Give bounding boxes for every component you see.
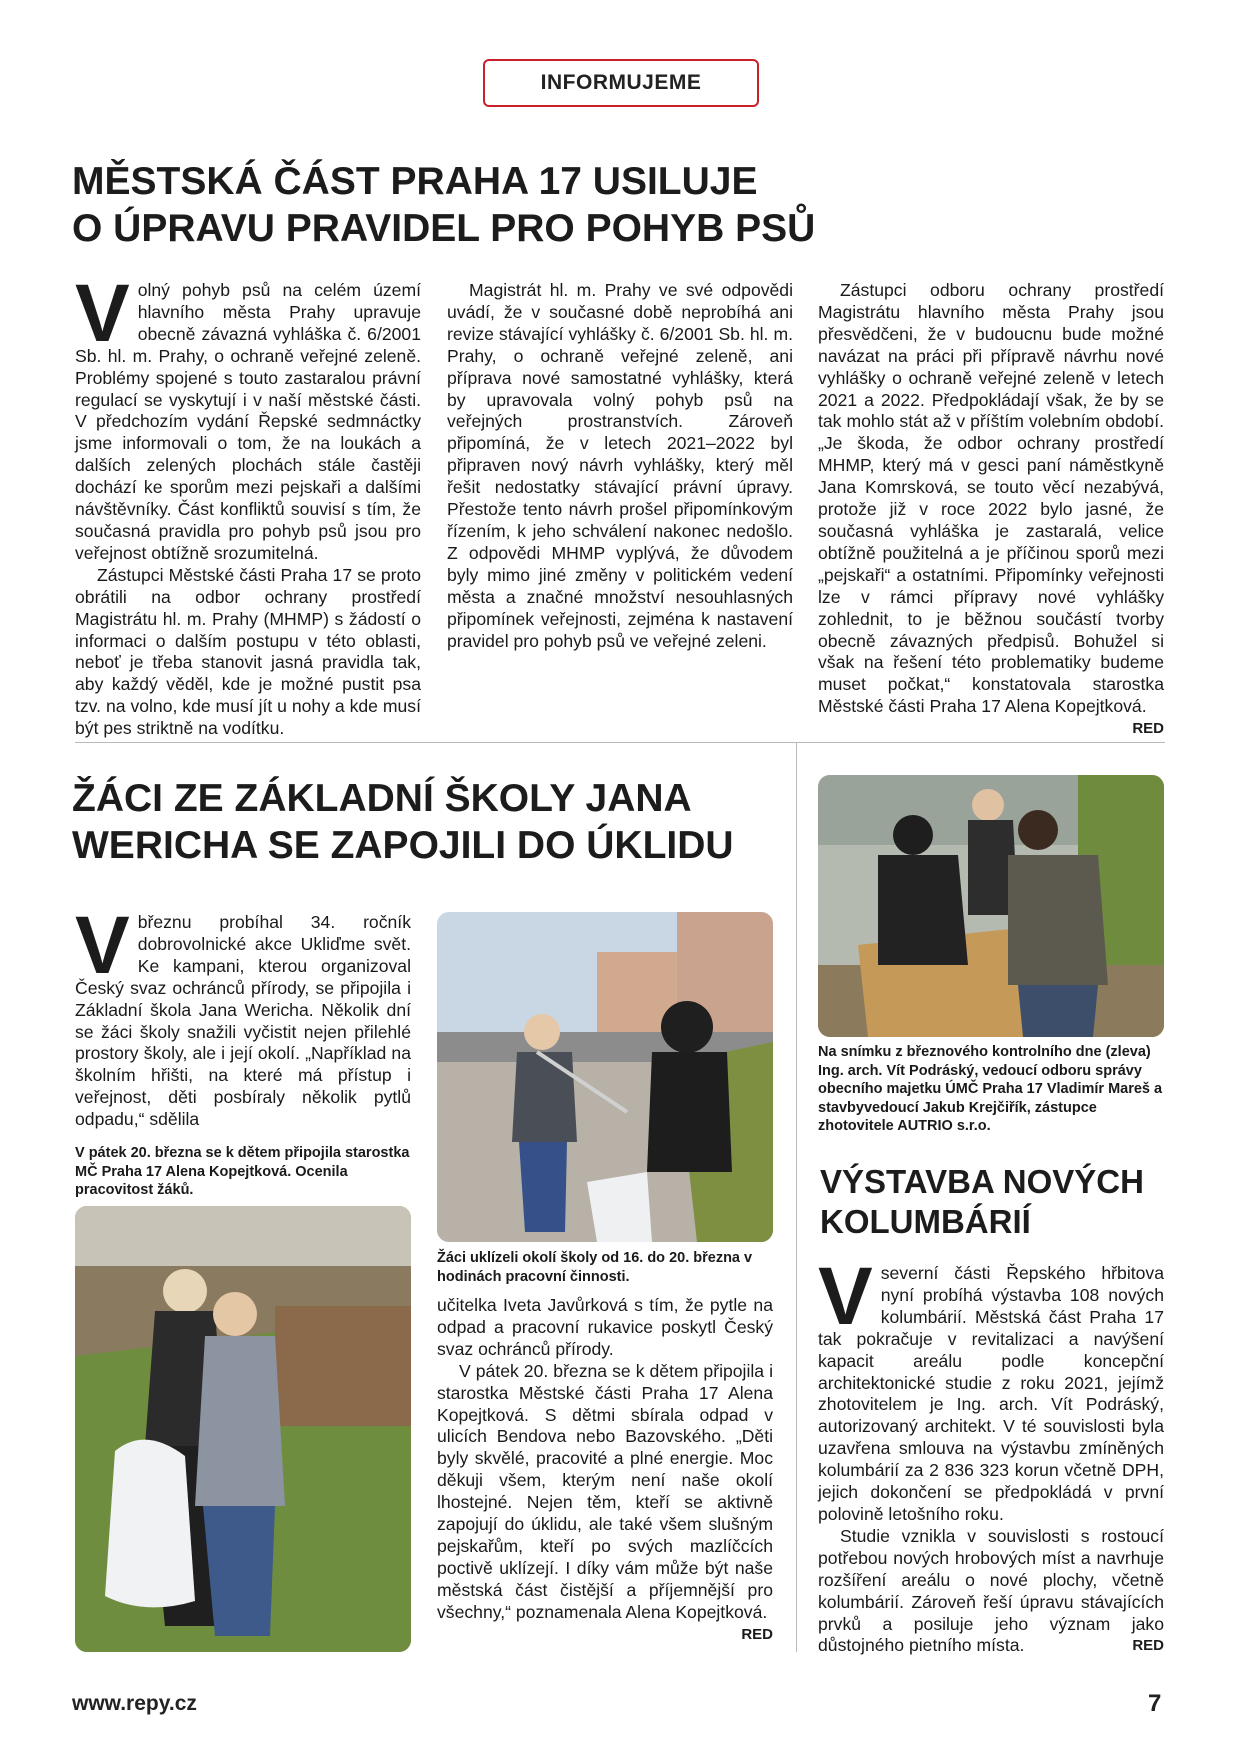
article1-p1-text: olný pohyb psů na celém území hlavního města Prahy upravuje obecně závazná vyhláška č. 6/2001 Sb. hl. m. Prahy, o ochraně veřejné zeleně. Problémy spojené s touto zastaralou právní regulací se vyskytují i v naší městské části. V předchozím vydání Řepské sedmnáctky jsme informovali o tom, že na loukách a dalších zelených plochách stále častěji dochází ke sporům mezi pejskaři a dalšími návštěvníky. Část konfliktů souvisí s tím, že současná pravidla pro pohyb psů jsou pro veřejnost obtížně srozumitelná. bbox=[75, 280, 421, 563]
article1-p4-text: Zástupci odboru ochrany prostředí Magistrátu hlavního města Prahy jsou přesvědčeni, že v budoucnu bude možné navázat na práci při přípravě návrhu nové vyhlášky o ochraně veřejné zeleně v letech 2021 a 2022. Předpokládají však, že by se tak mohlo stát až v příštím volebním období. „Je škoda, že odbor ochrany prostředí MHMP, který má v gesci paní náměstkyně Jana Komrsková, se touto věcí nezabývá, protože již v roce 2022 bylo jasné, že současná vyhláška je zastaralá, velice obtížně použitelná a je příčinou sporů mezi „pejskaři“ a ostatními. Připomínky veřejnosti lze v rámci přípravy nové vyhlášky zohlednit, to je běžnou součástí tvorby obecně závazných předpisů. Bohužel si však na řešení této problematiky budeme muset počkat,“ konstatovala starostka Městské části Praha 17 Alena Kopejtková. bbox=[818, 280, 1164, 717]
article1-paragraph-2: Zástupci Městské části Praha 17 se proto obrátili na odbor ochrany prostředí Magistrátu hl. m. Prahy (MHMP) s žádostí o informaci o dalším postupu v této oblasti, neboť je třeba stanovit jasná pravidla tak, aby každý věděl, kde je možné pustit psa tzv. na volno, kde musí jít u nohy a kde musí být pes striktně na vodítku. bbox=[75, 564, 421, 739]
article1-column-1 bbox=[75, 268, 421, 740]
article3-dropcap: V bbox=[818, 1251, 873, 1342]
article3-signature: RED bbox=[1132, 1637, 1164, 1655]
article1-dropcap: V bbox=[75, 268, 130, 359]
article1-paragraph-1 bbox=[75, 268, 421, 565]
article2-p2-text: V pátek 20. března se k dětem připojila i starostka Městské části Praha 17 Alena Kopejtková. S dětmi sbírala odpad v ulicích Bendova nebo Bazovského. „Děti byly skvělé, pracovité a plné energie. Moc děkuji všem, kterým není naše okolí lhostejné. Nejen těm, kteří se aktivně zapojují do úklidu, ale také všem slušným pejskařům, kteří po svých mazlíčcích poctivě uklízejí. I díky vám může být naše městská část čistější a příjemnější pro všechny,“ poznamenala Alena Kopejtková. bbox=[437, 1360, 773, 1622]
photo-construction-inspection bbox=[818, 775, 1164, 1037]
article3-title-line2: KOLUMBÁRIÍ bbox=[820, 1203, 1031, 1240]
article1-signature: RED bbox=[1132, 720, 1164, 738]
vertical-divider bbox=[796, 742, 797, 1652]
article3-paragraph-2 bbox=[818, 1526, 1164, 1657]
article2-p1-text: březnu probíhal 34. ročník dobrovolnické akce Ukliďme svět. Ke kampani, kterou organizoval Český svaz ochránců přírody, se připojila i Základní škola Jana Wericha. Několik dní se žáci školy snažili vyčistit nejen přilehlé prostory školy, ale i její okolí. „Například na školním hřišti, na které má přístup i veřejnost, děti posbíraly několik pytlů odpadu,“ sdělila bbox=[75, 912, 411, 1130]
section-tag: INFORMUJEME bbox=[483, 59, 759, 107]
photo-mayor-with-student bbox=[75, 1206, 411, 1652]
article2-column-1 bbox=[75, 900, 411, 1131]
horizontal-divider bbox=[75, 742, 1165, 743]
article3-title bbox=[820, 1162, 1220, 1242]
article3-column bbox=[818, 1251, 1164, 1657]
article2-title bbox=[72, 775, 752, 869]
page-number: 7 bbox=[1148, 1690, 1162, 1717]
article3-p1-text: severní části Řepského hřbitova nyní probíhá výstavba 108 nových kolumbárií. Městská část Praha 17 tak pokračuje v revitalizaci a navýšení kapacit areálu podle koncepční architektonické studie z roku 2021, jejímž zhotovitelem je Ing. arch. Vít Podráský, autorizovaný architekt. V té souvislosti byla uzavřena smlouva na výstavbu zmíněných kolumbárií za 2 836 323 korun včetně DPH, jejich dokončení se předpokládá v první polovině letošního roku. bbox=[818, 1263, 1164, 1524]
article2-paragraph-1-cont: učitelka Iveta Javůrková s tím, že pytle na odpad a pracovní rukavice poskytl Český svaz ochránců přírody. bbox=[437, 1295, 773, 1359]
article3-caption: Na snímku z březnového kontrolního dne (zleva) Ing. arch. Vít Podráský, vedoucí odboru správy obecního majetku ÚMČ Praha 17 Vladimír Mareš a stavbyvedoucí Jakub Krejčiřík, zástupce zhotovitele AUTRIO s.r.o. bbox=[818, 1044, 1163, 1134]
article2-title-line2: WERICHA SE ZAPOJILI DO ÚKLIDU bbox=[72, 824, 734, 867]
article2-paragraph-2 bbox=[437, 1360, 773, 1643]
article2-caption-middle: Žáci uklízeli okolí školy od 16. do 20. března v hodinách pracovní činnosti. bbox=[437, 1250, 753, 1285]
article2-signature: RED bbox=[741, 1625, 773, 1643]
article3-title-line1: VÝSTAVBA NOVÝCH bbox=[820, 1163, 1144, 1200]
article3-p2-text: Studie vznikla v souvislosti s rostoucí potřebou nových hrobových míst a navrhuje rozšíření areálu o nové plochy, včetně kolumbárií. Zároveň řeší úpravu stávajících prvků a posiluje jeho význam jako důstojného pietního místa. bbox=[818, 1525, 1164, 1656]
article1-title-line1: MĚSTSKÁ ČÁST PRAHA 17 USILUJE bbox=[72, 160, 758, 203]
article2-dropcap: V bbox=[75, 900, 130, 991]
photo-students-cleaning bbox=[437, 912, 773, 1242]
article2-title-line1: ŽÁCI ZE ZÁKLADNÍ ŠKOLY JANA bbox=[72, 777, 692, 820]
article1-paragraph-4 bbox=[818, 280, 1164, 738]
article3-paragraph-1 bbox=[818, 1251, 1164, 1526]
article1-paragraph-3: Magistrát hl. m. Prahy ve své odpovědi uvádí, že v současné době neprobíhá ani revize stávající vyhlášky č. 6/2001 Sb. hl. m. Prahy, o ochraně veřejné zeleně, ani příprava nové samostatné vyhlášky, která by upravovala volný pohyb psů na veřejných prostranstvích. Zároveň připomíná, že v letech 2021–2022 byl připraven nový návrh vyhlášky, který měl řešit nedostatky stávající právní úpravy. Přestože tento návrh prošel připomínkovým řízením, k jeho schválení nakonec nedošlo. Z odpovědi MHMP vyplývá, že důvodem byly mimo jiné změny v politickém vedení města a značné množství nesouhlasných připomínek veřejnosti, zejména k nastavení pravidel pro pohyb psů ve veřejné zeleni. bbox=[447, 280, 793, 651]
article1-column-2 bbox=[447, 280, 793, 652]
article1-column-3 bbox=[818, 280, 1164, 740]
article2-caption-left: V pátek 20. března se k dětem připojila starostka MČ Praha 17 Alena Kopejtková. Ocenila pracovitost žáků. bbox=[75, 1145, 410, 1198]
article2-column-2 bbox=[437, 1295, 773, 1646]
article1-title-line2: O ÚPRAVU PRAVIDEL PRO POHYB PSŮ bbox=[72, 207, 816, 250]
article1-title bbox=[72, 158, 1172, 252]
footer-website-link[interactable]: www.repy.cz bbox=[72, 1692, 197, 1715]
article2-paragraph-1 bbox=[75, 900, 411, 1131]
